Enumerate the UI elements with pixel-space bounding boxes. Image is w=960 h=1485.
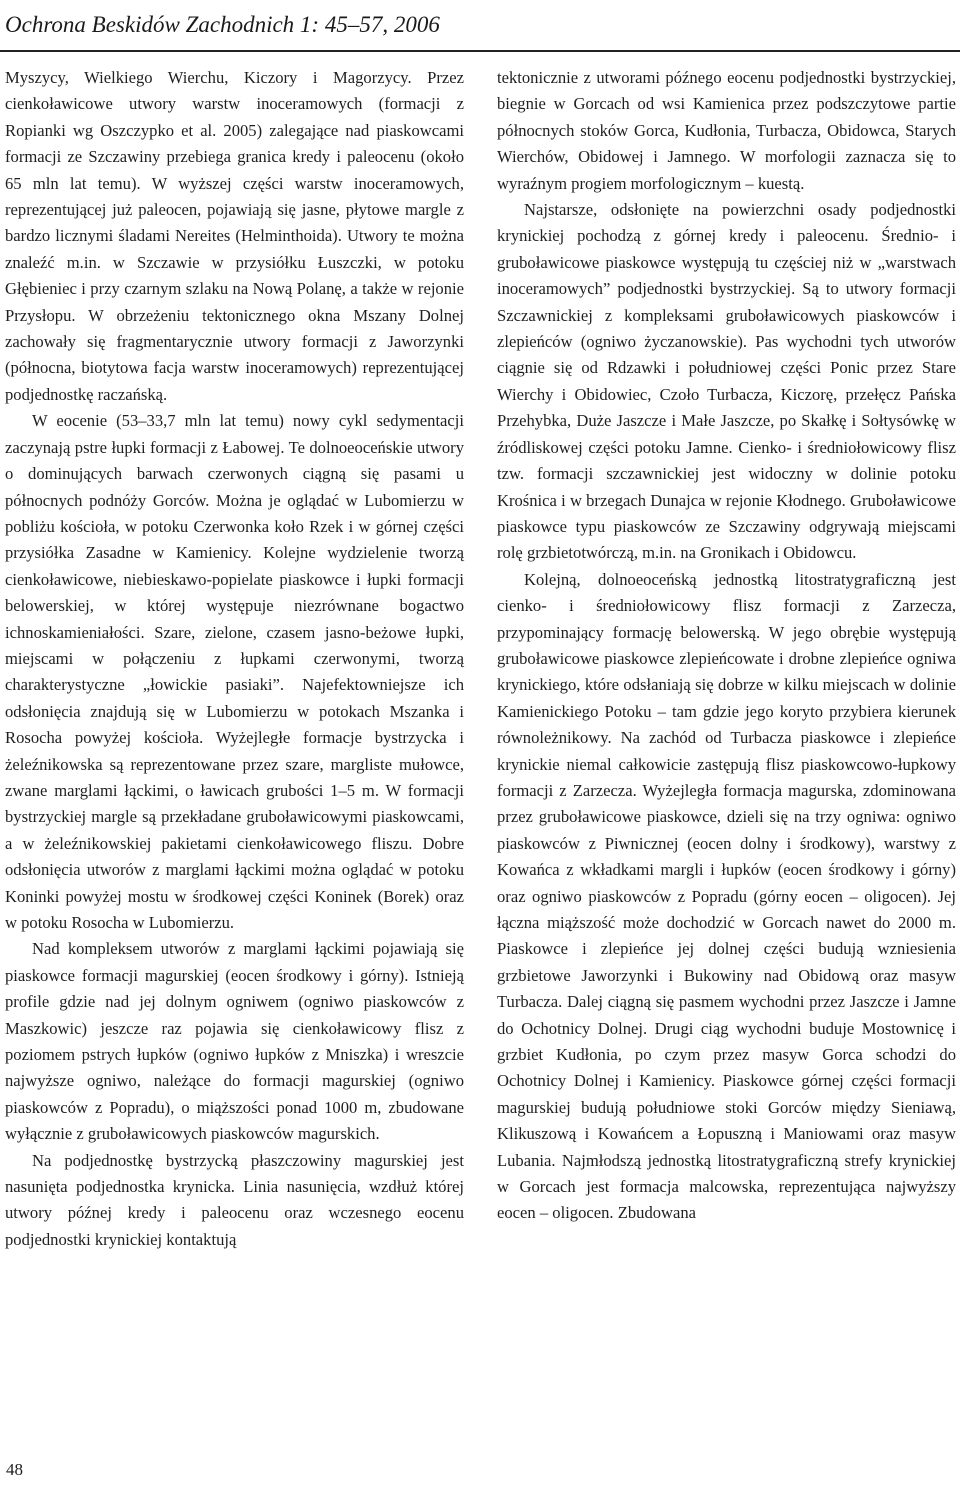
paragraph: Kolejną, dolnoeoceńską jednostką litostratygraficzną jest cienko- i średniołowicowy flisz formacji z Zarzecza, przypominający formację belowerską. W jego obrębie występują gruboławicowe piaskowce zlepieńcowate i drobne zlepieńce ogniwa krynickiego, które odsłaniają się dobrze w kilku miejscach w dolinie Kamienickiego Potoku – tam gdzie jego koryto przybiera kierunek równoleżnikowy. Na zachód od Turbacza piaskowce i zlepieńce krynickie niemal całkowicie zastępują flisz piaskowcowo-łupkowy formacji z Zarzecza. Wyżejległa formacja magurska, zdominowana przez gruboławicowe piaskowce, dzieli się na trzy ogniwa: ogniwo piaskowców z Piwnicznej (eocen dolny i środkowy), warstwy z Kowańca z wkładkami margli i łupków (eocen środkowy i górny) oraz ogniwo piaskowców z Popradu (górny eocen – oligocen). Jej łączna miąższość może dochodzić w Gorcach nawet do 2000 m. Piaskowce i zlepieńce jej dolnej części budują wzniesienia grzbietowe Jaworzynki i Bukowiny nad Obidową oraz masyw Turbacza. Dalej ciągną się pasmem wychodni przez Jaszcze i Jamne do Ochotnicy Dolnej. Drugi ciąg wychodni buduje Mostownicę i grzbiet Kudłonia, po czym przez masyw Gorca schodzi do Ochotnicy Dolnej i Kamienicy. Piaskowce górnej części formacji magurskiej budują południowe stoki Gorców między Sieniawą, Klikuszową i Kowańcem a Łopuszną i Maniowami oraz masyw Lubania. Najmłodszą jednostką litostratygraficzną strefy krynickiej w Gorcach jest formacja malcowska, reprezentująca najwyższy eocen – oligocen. Zbudowana xyxy=(497,569,956,1223)
page-number: 48 xyxy=(6,1460,23,1479)
paragraph: W eocenie (53–33,7 mln lat temu) nowy cykl sedymentacji zaczynają pstre łupki formacji z Łabowej. Te dolnoeoceńskie utwory o dominujących barwach czerwonych ciągną się pasami u północnych podnóży Gorców. Można je oglądać w Lubomierzu w pobliżu kościoła, w potoku Czerwonka koło Rzek i w górnej części przysiółka Zasadne w Kamienicy. Kolejne wydzielenie tworzą cienkoławicowe, niebieskawo-popielate piaskowce i łupki formacji belowerskiej, w której występuje niezrównane bogactwo ichnoskamieniałości. Szare, zielone, czasem jasno-beżowe łupki, miejscami w połączeniu z łupkami czerwonymi, tworzą charakterystyczne „łowickie pasiaki”. Najefektowniejsze ich odsłonięcia znajdują się w Lubomierzu w potokach Mszanka i Rosocha powyżej kościoła. Wyżejległe formacje bystrzycka i żeleźnikowska są reprezentowane przez szare, margliste mułowce, zwane marglami łąckimi, o ławicach grubości 1–5 m. W formacji bystrzyckiej margle są przekładane gruboławicowymi piaskowcami, a w żeleźnikowskiej pakietami cienkoławicowego fliszu. Dobre odsłonięcia utworów z marglami łąckimi można oglądać w potoku Koninki powyżej mostu w środkowej części Koninek (Borek) oraz w potoku Rosocha w Lubomierzu. xyxy=(5,411,464,932)
paragraph: Nad kompleksem utworów z marglami łąckimi pojawiają się piaskowce formacji magurskiej (eocen środkowy i górny). Istnieją profile gdzie nad jej dolnym ogniwem (ogniwo piaskowców z Maszkowic) jeszcze raz pojawia się cienkoławicowy flisz z poziomem pstrych łupków (ogniwo łupków z Mniszka) i wreszcie najwyższe ogniwo, należące do formacji magurskiej (ogniwo piaskowców z Popradu), o miąższości ponad 1000 m, zbudowane wyłącznie z gruboławicowych piaskowców magurskich. xyxy=(5,939,464,1144)
paragraph: tektonicznie z utworami późnego eocenu podjednostki bystrzyckiej, biegnie w Gorcach od wsi Kamienica przez podszczytowe partie północnych stoków Gorca, Kudłonia, Turbacza, Obidowca, Starych Wierchów, Obidowej i Jamnego. W morfologii zaznacza się to wyraźnym progiem morfologicznym – kuestą. xyxy=(497,68,956,193)
journal-citation: Ochrona Beskidów Zachodnich 1: 45–57, 2006 xyxy=(5,12,440,37)
running-header xyxy=(0,0,960,50)
paragraph: Myszycy, Wielkiego Wierchu, Kiczory i Magorzycy. Przez cienkoławicowe utwory warstw inoceramowych (formacji z Ropianki wg Oszczypko et al. 2005) zalegające nad piaskowcami formacji ze Szczawiny przebiega granica kredy i paleocenu (około 65 mln lat temu). W wyższej części warstw inoceramowych, reprezentującej już paleocen, pojawiają się jasne, płytowe margle z bardzo licznymi śladami Nereites (Helminthoida). Utwory te można znaleźć m.in. w Szczawie w przysiółku Łuszczki, w potoku Głębieniec i przy czarnym szlaku na Nową Polanę, a także w rejonie Przysłopu. W obrzeżeniu tektonicznego okna Mszany Dolnej zachowały się fragmentarycznie utwory formacji z Jaworzynki (północna, biotytowa facja warstw inoceramowych) reprezentującej podjednostkę raczańską. xyxy=(5,68,464,404)
paragraph: Na podjednostkę bystrzycką płaszczowiny magurskiej jest nasunięta podjednostka krynicka. Linia nasunięcia, wzdłuż której utwory późnej kredy i paleocenu oraz wczesnego eocenu podjednostki krynickiej kontaktują xyxy=(5,1150,464,1249)
left-column xyxy=(5,65,464,1253)
right-column xyxy=(497,65,956,1227)
header-rule xyxy=(0,50,960,52)
paragraph: Najstarsze, odsłonięte na powierzchni osady podjednostki krynickiej pochodzą z górnej kredy i paleocenu. Średnio- i gruboławicowe piaskowce występują tu częściej niż w „warstwach inoceramowych” podjednostki bystrzyckiej. Są to utwory formacji Szczawnickiej z kompleksami gruboławicowych piaskowców i zlepieńców (ogniwo życzanowskie). Pas wychodni tych utworów ciągnie się od Rdzawki i południowej części Ponic przez Stare Wierchy i Obidowiec, Czoło Turbacza, Kiczorę, przełęcz Pańska Przehybka, Duże Jaszcze i Małe Jaszcze, po Skałkę i Sołtysówkę w źródliskowej części potoku Jamne. Cienko- i średniołowicowy flisz tzw. formacji szczawnickiej jest widoczny w dolinie potoku Krośnica i w brzegach Dunajca w rejonie Kłodnego. Gruboławicowe piaskowce typu piaskowców ze Szczawiny odgrywają miejscami rolę grzbietotwórczą, m.in. na Gronikach i Obidowcu. xyxy=(497,200,956,563)
